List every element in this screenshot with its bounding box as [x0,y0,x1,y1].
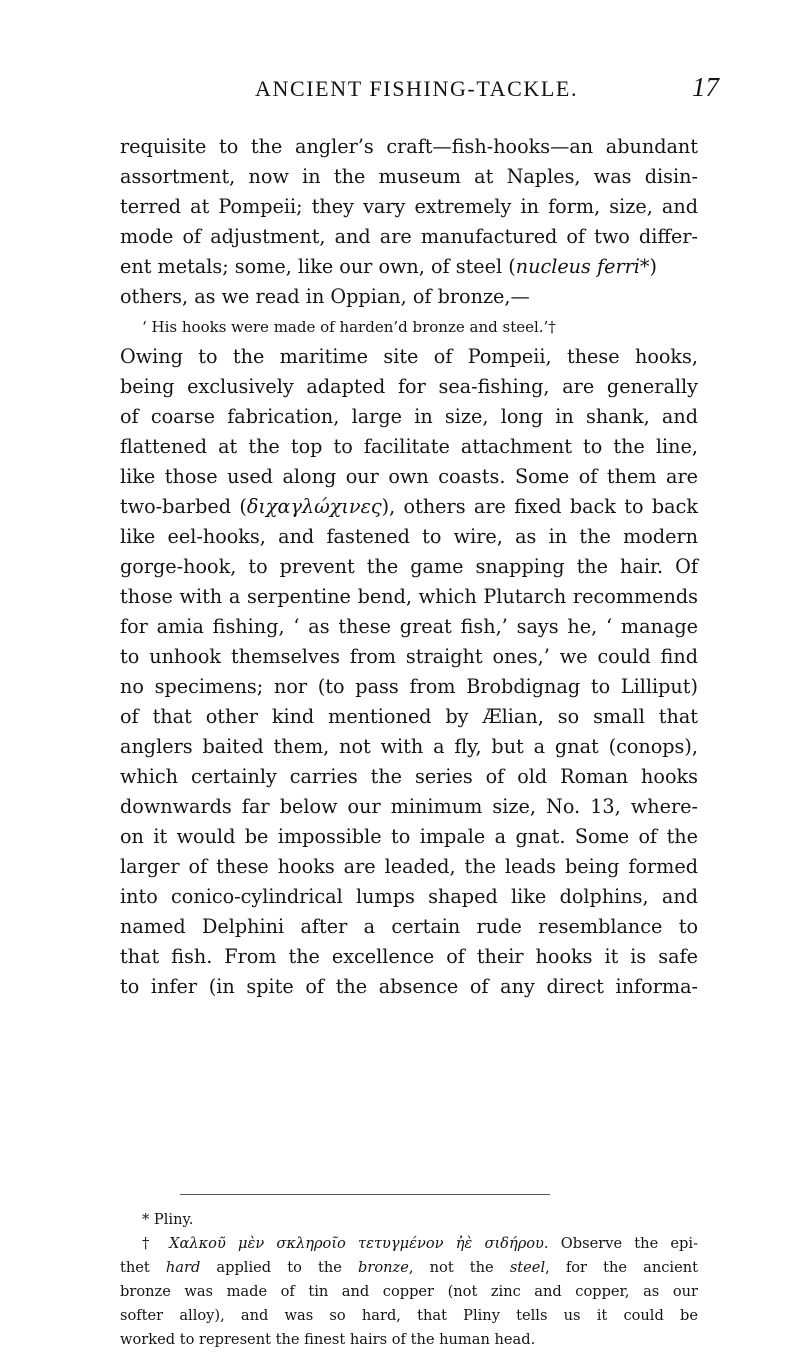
text-span: , for the ancient [545,1259,698,1276]
text-line: which certainly carries the series of old Roman hooks [120,765,698,788]
italic-word: hard [165,1259,201,1276]
text-line: anglers baited them, not with a fly, but a gnat (conops), [120,735,698,758]
text-line: larger of these hooks are leaded, the leads being formed [120,855,698,878]
text-line: mode of adjustment, and are manufactured of two differ- [120,225,698,248]
text-span: ent metals; some, like our own, of steel ( [120,255,516,278]
text-line: to unhook themselves from straight ones,’ we could find [120,645,698,668]
block-quote: ‘ His hooks were made of harden’d bronze and steel.’† [142,318,556,336]
italic-word: bronze [358,1259,409,1276]
text-line: downwards far below our minimum size, No. 13, where- [120,795,698,818]
text-span: two-barbed ( [120,495,247,518]
text-line: terred at Pompeii; they vary extremely in form, size, and [120,195,698,218]
text-span: applied to the [200,1259,359,1276]
text-line: named Delphini after a certain rude resemblance to [120,915,698,938]
text-span: † [142,1235,170,1252]
running-title: ANCIENT FISHING-TACKLE. [255,76,579,101]
text-line: like eel-hooks, and fastened to wire, as in the modern [120,525,698,548]
text-line: for amia fishing, ‘ as these great fish,’ says he, ‘ manage [120,615,698,638]
text-line: those with a serpentine bend, which Plutarch recommends [120,585,698,608]
text-line [120,492,698,522]
text-line: flattened at the top to facilitate attachment to the line, [120,435,698,458]
italic-word: steel [509,1259,546,1276]
text-line: that fish. From the excellence of their hooks it is safe [120,945,698,968]
footnote-line: * Pliny. [142,1211,194,1228]
greek-quote: Χαλκοῦ μὲν σκληροῖο τετυγμένον ἠὲ σιδήρου. [169,1235,549,1252]
page-number: 17 [692,72,719,102]
text-line: assortment, now in the museum at Naples, was disin- [120,165,698,188]
text-line: into conico-cylindrical lumps shaped like dolphins, and [120,885,698,908]
text-line: of coarse fabrication, large in size, long in shank, and [120,405,698,428]
text-line: on it would be impossible to impale a gnat. Some of the [120,825,698,848]
text-line: like those used along our own coasts. Some of them are [120,465,698,488]
footnote-line: softer alloy), and was so hard, that Pliny tells us it could be [120,1307,698,1324]
footnote-line: bronze was made of tin and copper (not zinc and copper, as our [120,1283,698,1300]
text-line: gorge-hook, to prevent the game snapping the hair. Of [120,555,698,578]
footnotes [120,1208,698,1352]
italic-phrase: nucleus ferri* [515,255,650,278]
footnote-line [120,1256,698,1280]
text-line: no specimens; nor (to pass from Brobdignag to Lilliput) [120,675,698,698]
text-line: others, as we read in Oppian, of bronze,— [120,285,530,308]
text-line: Owing to the maritime site of Pompeii, these hooks, [120,345,698,368]
text-span: thet [120,1259,166,1276]
text-span: ) [649,255,658,278]
text-span: , not the [408,1259,510,1276]
footnote-divider [180,1194,550,1195]
text-line: requisite to the angler’s craft—fish-hooks—an abundant [120,135,698,158]
body-text [120,132,698,1002]
text-line: to infer (in spite of the absence of any direct informa- [120,975,698,998]
footnote-line [120,1232,698,1256]
running-head [0,72,800,106]
text-line: of that other kind mentioned by Ælian, so small that [120,705,698,728]
text-line [120,252,698,282]
text-line: being exclusively adapted for sea-fishing, are generally [120,375,698,398]
greek-word: διχαγλώχινες [246,495,382,518]
footnote-line: worked to represent the finest hairs of the human head. [120,1331,536,1348]
text-span: Observe the epi- [548,1235,698,1252]
text-span: ), others are fixed back to back [381,495,698,518]
